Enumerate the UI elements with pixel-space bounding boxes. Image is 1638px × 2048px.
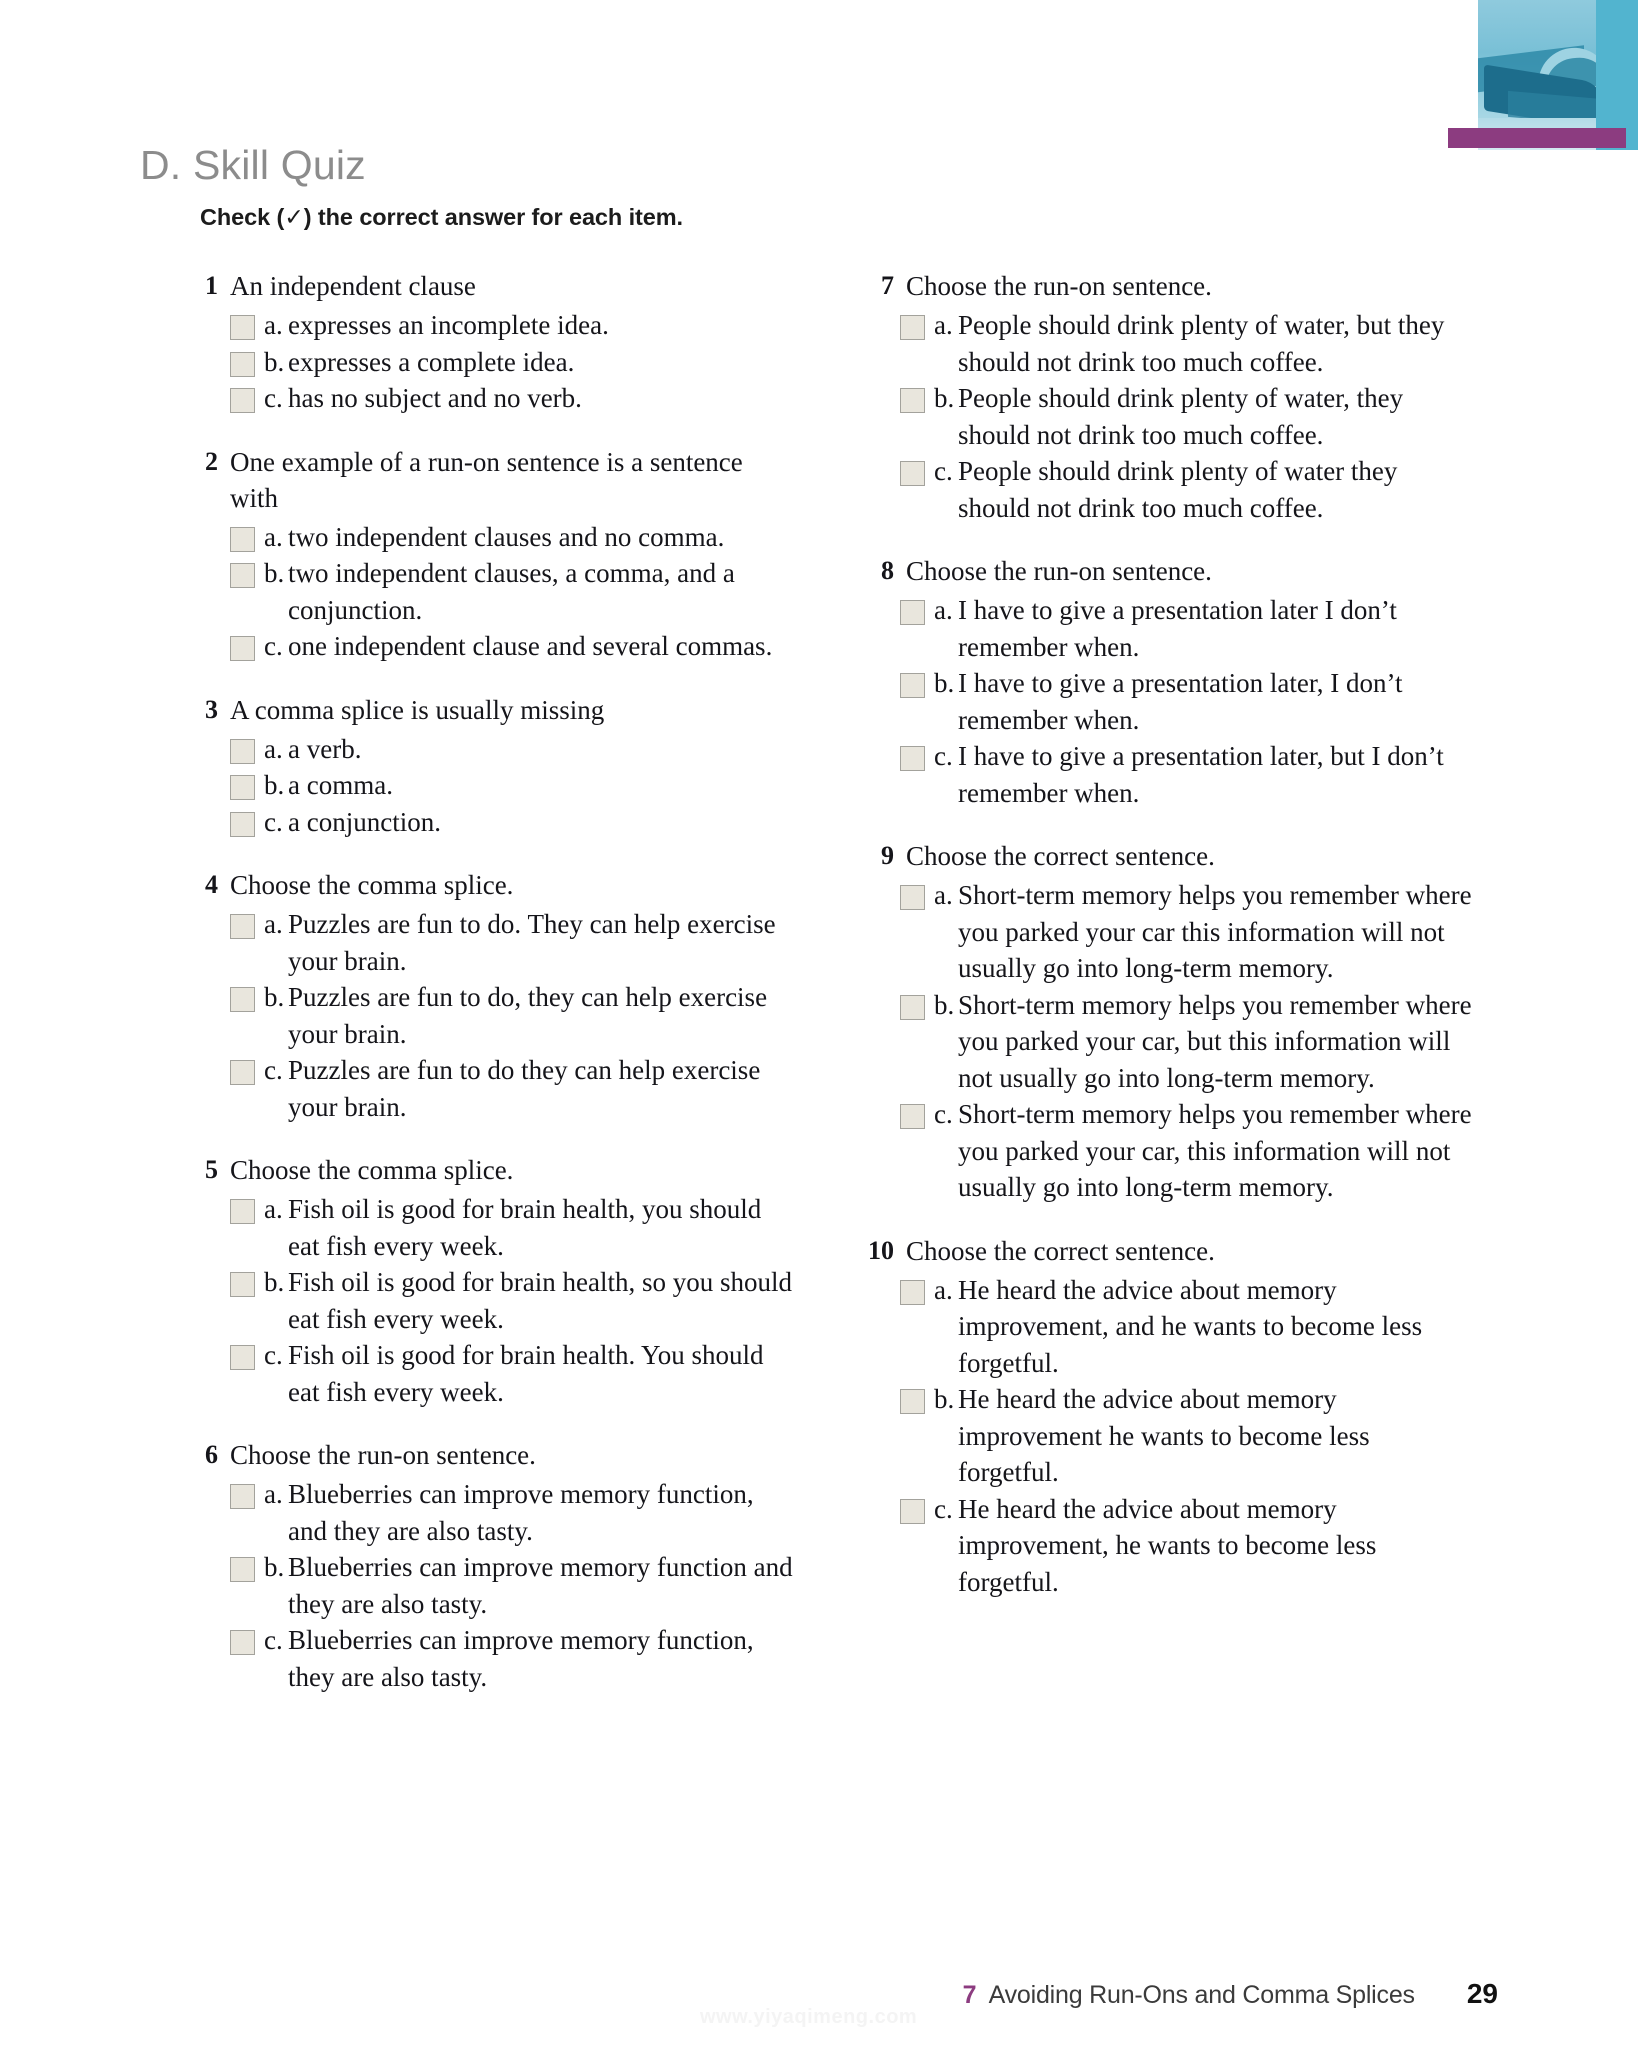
answer-option[interactable] <box>196 1622 796 1695</box>
question-prompt <box>866 1233 1476 1269</box>
checkbox-icon[interactable] <box>230 914 255 939</box>
quiz-question <box>866 268 1476 526</box>
option-letter: a. <box>934 880 953 910</box>
option-text: He heard the advice about memory improvement, and he wants to become less forgetful. <box>958 1274 1423 1378</box>
answer-option[interactable] <box>866 1096 1476 1206</box>
watermark: www.yiyaqimeng.com <box>700 2006 918 2028</box>
footer-chapter-number: 7 <box>962 1981 977 2009</box>
answer-option[interactable] <box>196 344 796 381</box>
option-text: Blueberries can improve memory function, they are also tasty. <box>288 1625 754 1692</box>
answer-options <box>196 307 796 417</box>
checkbox-icon[interactable] <box>230 1199 255 1224</box>
answer-option[interactable] <box>196 731 796 768</box>
checkbox-icon[interactable] <box>230 1557 255 1582</box>
footer-page-number: 29 <box>1466 1978 1498 2009</box>
answer-option[interactable] <box>866 307 1476 380</box>
answer-option[interactable] <box>196 1549 796 1622</box>
answer-option[interactable] <box>196 1052 796 1125</box>
checkbox-icon[interactable] <box>900 388 925 413</box>
option-letter: a. <box>264 521 283 552</box>
option-letter: b. <box>264 558 285 588</box>
quiz-question <box>196 867 796 1125</box>
question-number: 4 <box>205 870 218 899</box>
option-letter: b. <box>264 346 285 377</box>
checkbox-icon[interactable] <box>230 352 255 377</box>
option-letter: c. <box>934 1099 953 1129</box>
option-letter: b. <box>264 770 285 800</box>
checkbox-icon[interactable] <box>230 739 255 764</box>
answer-option[interactable] <box>196 1476 796 1549</box>
option-text: Short-term memory helps you remember where you parked your car, this information will not usually go into long-term memory. <box>958 1099 1472 1202</box>
quiz-question <box>866 1233 1476 1601</box>
checkbox-icon[interactable] <box>230 315 255 340</box>
questions-right-column <box>866 268 1476 1627</box>
quiz-question <box>196 692 796 841</box>
answer-option[interactable] <box>196 804 796 841</box>
question-number: 5 <box>205 1155 218 1184</box>
question-prompt <box>196 692 796 728</box>
checkbox-icon[interactable] <box>230 527 255 552</box>
answer-options <box>196 519 796 665</box>
question-number: 7 <box>881 271 894 300</box>
option-text: Blueberries can improve memory function, and they are also tasty. <box>288 1479 754 1546</box>
option-text: two independent clauses and no comma. <box>288 521 725 552</box>
option-text: a verb. <box>288 733 362 764</box>
option-letter: a. <box>264 1194 283 1224</box>
question-number: 1 <box>205 271 218 300</box>
question-prompt <box>196 867 796 903</box>
question-number: 8 <box>881 556 894 585</box>
question-prompt <box>866 553 1476 589</box>
instruction-text: Check (✓) the correct answer for each item. <box>200 204 683 230</box>
answer-option[interactable] <box>866 665 1476 738</box>
checkbox-icon[interactable] <box>230 1272 255 1297</box>
quiz-question <box>196 1152 796 1410</box>
option-letter: b. <box>264 1267 285 1297</box>
checkbox-icon[interactable] <box>230 987 255 1012</box>
quiz-question <box>196 444 796 665</box>
checkbox-icon[interactable] <box>900 995 925 1020</box>
question-number: 6 <box>205 1440 218 1469</box>
option-letter: c. <box>264 806 283 837</box>
option-letter: b. <box>264 1552 285 1582</box>
answer-option[interactable] <box>196 519 796 556</box>
checkbox-icon[interactable] <box>230 1060 255 1085</box>
option-text: Puzzles are fun to do, they can help exercise your brain. <box>288 982 768 1049</box>
question-prompt <box>196 1152 796 1188</box>
option-text: People should drink plenty of water they should not drink too much coffee. <box>958 456 1398 523</box>
question-prompt <box>866 838 1476 874</box>
option-text: Blueberries can improve memory function and they are also tasty. <box>288 1552 793 1619</box>
question-prompt <box>196 268 796 304</box>
answer-option[interactable] <box>866 380 1476 453</box>
option-letter: c. <box>934 456 953 486</box>
option-text: Fish oil is good for brain health, you should eat fish every week. <box>288 1194 762 1261</box>
header-decoration <box>1448 0 1638 155</box>
answer-options <box>866 307 1476 526</box>
question-prompt-text: Choose the run-on sentence. <box>230 1440 536 1470</box>
question-number: 9 <box>881 841 894 870</box>
option-text: one independent clause and several commas. <box>288 631 773 661</box>
checkbox-icon[interactable] <box>230 812 255 837</box>
checkbox-icon[interactable] <box>900 600 925 625</box>
option-text: People should drink plenty of water, they should not drink too much coffee. <box>958 383 1404 450</box>
answer-options <box>196 1191 796 1410</box>
option-letter: c. <box>934 741 953 771</box>
option-text: Puzzles are fun to do they can help exercise your brain. <box>288 1055 761 1122</box>
checkbox-icon[interactable] <box>230 388 255 413</box>
option-text: People should drink plenty of water, but they should not drink too much coffee. <box>958 310 1445 377</box>
answer-options <box>866 1272 1476 1601</box>
answer-option[interactable] <box>196 979 796 1052</box>
option-text: a comma. <box>288 770 393 800</box>
option-letter: a. <box>264 1479 283 1509</box>
answer-option[interactable] <box>196 380 796 417</box>
answer-option[interactable] <box>196 1191 796 1264</box>
option-letter: c. <box>264 1340 283 1370</box>
answer-option[interactable] <box>196 628 796 665</box>
quiz-question <box>866 838 1476 1206</box>
checkbox-icon[interactable] <box>900 315 925 340</box>
question-number: 10 <box>868 1235 894 1265</box>
questions-left-column <box>196 268 796 1722</box>
quiz-question <box>866 553 1476 811</box>
option-letter: c. <box>264 383 283 413</box>
checkbox-icon[interactable] <box>900 673 925 698</box>
quiz-question <box>196 1437 796 1695</box>
answer-option[interactable] <box>196 906 796 979</box>
checkbox-icon[interactable] <box>900 885 925 910</box>
option-letter: c. <box>264 631 283 661</box>
option-letter: a. <box>264 733 283 764</box>
question-prompt-text: An independent clause <box>230 271 476 301</box>
option-letter: b. <box>934 383 955 413</box>
option-letter: c. <box>264 1625 283 1655</box>
checkbox-icon[interactable] <box>230 1630 255 1655</box>
checkbox-icon[interactable] <box>900 1280 925 1305</box>
option-text: He heard the advice about memory improvement, he wants to become less forgetful. <box>958 1493 1377 1597</box>
answer-options <box>196 731 796 841</box>
question-prompt-text: A comma splice is usually missing <box>230 694 605 725</box>
option-text: Short-term memory helps you remember where you parked your car, but this information will not usually go into long-term memory. <box>958 989 1472 1093</box>
quiz-question <box>196 268 796 417</box>
answer-option[interactable] <box>196 307 796 344</box>
option-text: has no subject and no verb. <box>288 383 582 413</box>
option-text: Puzzles are fun to do. They can help exercise your brain. <box>288 909 776 976</box>
footer-chapter-title: Avoiding Run-Ons and Comma Splices <box>988 1981 1415 2009</box>
checkbox-icon[interactable] <box>900 1499 925 1524</box>
option-letter: a. <box>934 1274 953 1305</box>
answer-option[interactable] <box>866 987 1476 1097</box>
question-prompt-text: Choose the run-on sentence. <box>906 556 1212 586</box>
question-number: 3 <box>205 694 218 724</box>
option-letter: a. <box>264 310 283 340</box>
answer-option[interactable] <box>866 1272 1476 1382</box>
question-prompt-text: One example of a run-on sentence is a sentence with <box>230 446 743 513</box>
answer-option[interactable] <box>196 1337 796 1410</box>
option-text: Short-term memory helps you remember where you parked your car this information will not usually go into long-term memory. <box>958 880 1472 983</box>
checkbox-icon[interactable] <box>230 636 255 661</box>
option-text: expresses an incomplete idea. <box>288 310 609 340</box>
answer-options <box>866 877 1476 1206</box>
question-prompt-text: Choose the correct sentence. <box>906 1235 1215 1266</box>
question-prompt-text: Choose the correct sentence. <box>906 841 1215 871</box>
option-text: I have to give a presentation later, but I don’t remember when. <box>958 741 1444 808</box>
question-prompt <box>196 444 796 516</box>
checkbox-icon[interactable] <box>230 563 255 588</box>
checkbox-icon[interactable] <box>230 1484 255 1509</box>
option-text: expresses a complete idea. <box>288 346 575 377</box>
option-text: I have to give a presentation later I don’t remember when. <box>958 595 1397 662</box>
question-number: 2 <box>205 446 218 476</box>
option-letter: c. <box>934 1493 953 1524</box>
answer-option[interactable] <box>866 1491 1476 1601</box>
answer-options <box>196 1476 796 1695</box>
answer-option[interactable] <box>196 1264 796 1337</box>
checkbox-icon[interactable] <box>230 1345 255 1370</box>
option-text: I have to give a presentation later, I don’t remember when. <box>958 668 1403 735</box>
option-letter: a. <box>934 595 953 625</box>
option-letter: a. <box>934 310 953 340</box>
option-text: Fish oil is good for brain health, so you should eat fish every week. <box>288 1267 792 1334</box>
option-letter: a. <box>264 909 283 939</box>
option-letter: b. <box>934 989 955 1020</box>
answer-option[interactable] <box>866 592 1476 665</box>
question-prompt <box>866 268 1476 304</box>
option-text: Fish oil is good for brain health. You should eat fish every week. <box>288 1340 764 1407</box>
option-letter: b. <box>934 668 955 698</box>
checkbox-icon[interactable] <box>900 1389 925 1414</box>
answer-option[interactable] <box>196 555 796 628</box>
page-title: D. Skill Quiz <box>140 142 366 189</box>
answer-option[interactable] <box>866 738 1476 811</box>
answer-option[interactable] <box>866 1381 1476 1491</box>
checkbox-icon[interactable] <box>230 775 255 800</box>
question-prompt-text: Choose the comma splice. <box>230 1155 514 1185</box>
option-letter: c. <box>264 1055 283 1085</box>
checkbox-icon[interactable] <box>900 1104 925 1129</box>
header-purple-bar <box>1448 128 1626 148</box>
option-text: He heard the advice about memory improvement he wants to become less forgetful. <box>958 1384 1370 1487</box>
checkbox-icon[interactable] <box>900 461 925 486</box>
answer-option[interactable] <box>196 767 796 804</box>
question-prompt-text: Choose the comma splice. <box>230 870 514 900</box>
checkbox-icon[interactable] <box>900 746 925 771</box>
option-text: a conjunction. <box>288 806 441 837</box>
answer-option[interactable] <box>866 453 1476 526</box>
option-letter: b. <box>264 982 285 1012</box>
option-letter: b. <box>934 1384 955 1414</box>
answer-option[interactable] <box>866 877 1476 987</box>
option-text: two independent clauses, a comma, and a conjunction. <box>288 558 735 625</box>
answer-options <box>866 592 1476 811</box>
question-prompt-text: Choose the run-on sentence. <box>906 271 1212 301</box>
question-prompt <box>196 1437 796 1473</box>
answer-options <box>196 906 796 1125</box>
